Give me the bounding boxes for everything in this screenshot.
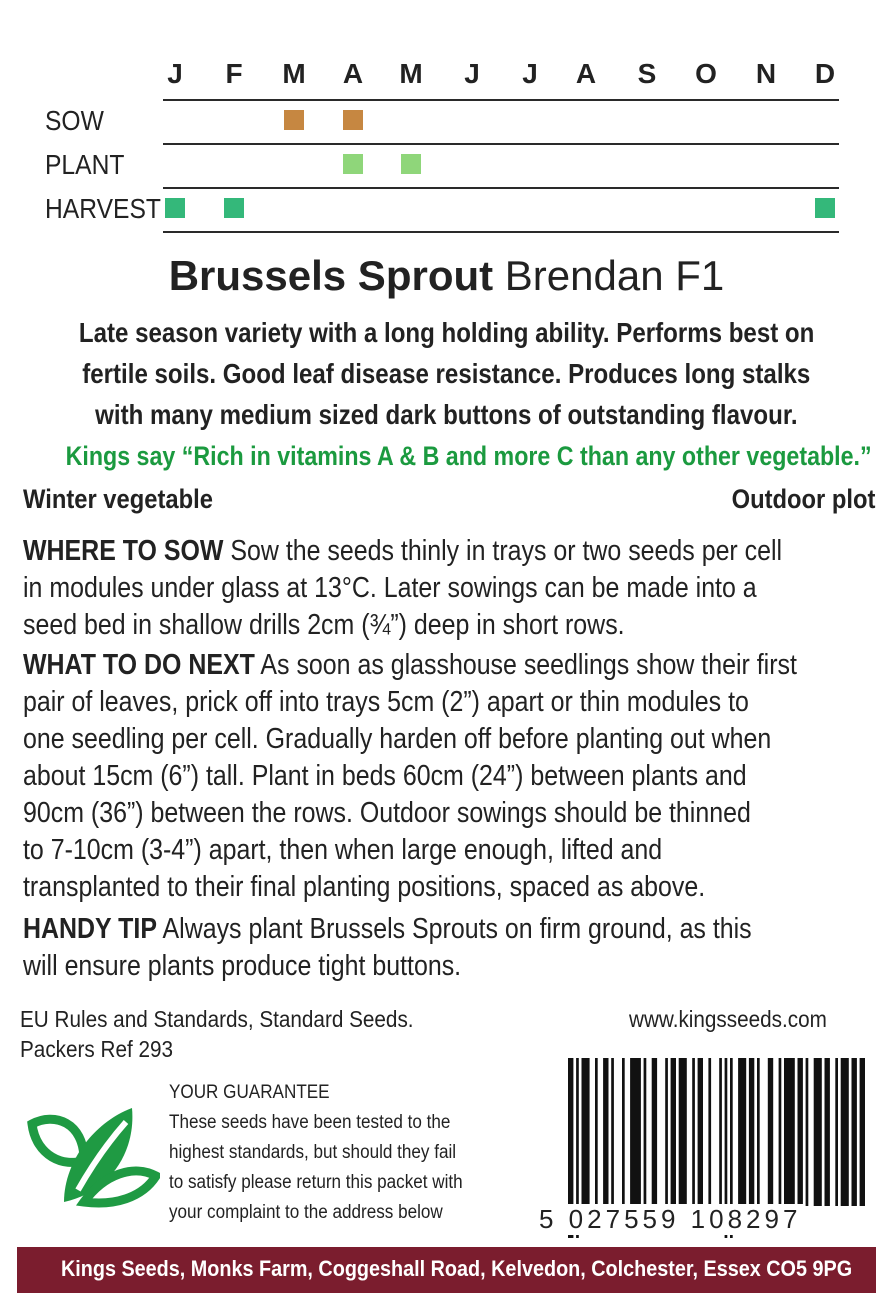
row-label-sow: SOW <box>45 105 104 136</box>
calendar-cell-plant <box>401 154 421 174</box>
month-label: S <box>637 58 657 89</box>
guarantee-heading: YOUR GUARANTEE <box>169 1082 330 1103</box>
sowing-calendar <box>0 0 893 240</box>
kings-leaf-logo-icon <box>24 1102 160 1212</box>
guarantee-line: highest standards, but should they fail <box>169 1142 457 1163</box>
barcode-bar <box>692 1058 695 1206</box>
guarantee-line: your complaint to the address below <box>169 1202 443 1223</box>
title-variety: Brendan F1 <box>504 252 725 299</box>
what-next-line: one seedling per cell. Gradually harden off before planting out when <box>23 723 772 755</box>
barcode-bar <box>738 1058 746 1206</box>
handy-tip-line: will ensure plants produce tight buttons. <box>23 950 462 982</box>
what-next-line: WHAT TO DO NEXT As soon as glasshouse seedlings show their first <box>23 649 797 681</box>
grid-line <box>163 187 839 189</box>
barcode-bar <box>825 1058 830 1206</box>
month-label: A <box>342 58 364 89</box>
barcode-bar <box>806 1058 809 1206</box>
month-label: D <box>814 58 836 89</box>
tag-season: Winter vegetable <box>23 484 213 514</box>
barcode-bar <box>665 1058 668 1206</box>
product-title <box>0 252 893 300</box>
barcode-bar <box>841 1058 849 1206</box>
month-label: F <box>225 58 243 89</box>
month-label: M <box>399 58 423 89</box>
guarantee-line: These seeds have been tested to the <box>169 1112 451 1133</box>
packers-ref: Packers Ref 293 <box>20 1036 174 1062</box>
calendar-cell-harvest <box>165 198 185 218</box>
address-bar <box>17 1247 876 1293</box>
barcode-bar <box>814 1058 822 1206</box>
barcode-bar <box>652 1058 657 1206</box>
barcode-bar <box>698 1058 703 1206</box>
kings-quote: Kings say “Rich in vitamins A & B and more C than any other vegetable.” <box>65 441 872 471</box>
where-to-sow-heading: WHERE TO SOW <box>23 535 224 567</box>
calendar-cell-sow <box>343 110 363 130</box>
intro-line: with many medium sized dark buttons of outstanding flavour. <box>95 399 798 430</box>
barcode-number: 5 027559 108297 <box>539 1204 802 1234</box>
intro-line: Late season variety with a long holding ability. Performs best on <box>78 317 815 348</box>
barcode-bar <box>644 1058 647 1206</box>
what-next-heading: WHAT TO DO NEXT <box>23 649 255 681</box>
guarantee-line: to satisfy please return this packet with <box>169 1172 463 1193</box>
barcode-bar <box>630 1058 641 1206</box>
eu-rules-text: EU Rules and Standards, Standard Seeds. <box>20 1006 414 1032</box>
handy-tip-line: HANDY TIP Always plant Brussels Sprouts on firm ground, as this <box>23 913 752 945</box>
where-to-sow-line: seed bed in shallow drills 2cm (¾”) deep in short rows. <box>23 609 625 641</box>
barcode-bar <box>784 1058 795 1206</box>
month-label: J <box>167 58 183 89</box>
barcode-bar <box>779 1058 782 1206</box>
calendar-cell-harvest <box>224 198 244 218</box>
barcode-bar <box>719 1058 722 1206</box>
barcode-bar <box>860 1058 865 1206</box>
tag-location: Outdoor plot <box>731 484 875 514</box>
month-label: A <box>575 58 597 89</box>
grid-line <box>163 99 839 101</box>
calendar-cell-harvest <box>815 198 835 218</box>
calendar-cell-sow <box>284 110 304 130</box>
calendar-cell-plant <box>343 154 363 174</box>
month-label: O <box>695 58 717 89</box>
barcode-bar <box>603 1058 608 1206</box>
what-next-line: 90cm (36”) between the rows. Outdoor sowings should be thinned <box>23 797 751 829</box>
what-next-line: pair of leaves, prick off into trays 5cm (2”) apart or thin modules to <box>23 686 749 718</box>
grid-line <box>163 231 839 233</box>
barcode-bar <box>671 1058 676 1206</box>
what-next-line: about 15cm (6”) tall. Plant in beds 60cm (24”) between plants and <box>23 760 747 792</box>
barcode-bar <box>798 1058 803 1206</box>
where-to-sow-line: WHERE TO SOW Sow the seeds thinly in trays or two seeds per cell <box>23 535 783 567</box>
row-label-harvest: HARVEST <box>45 193 161 224</box>
barcode-bar <box>835 1058 838 1206</box>
where-to-sow-line: in modules under glass at 13°C. Later sowings can be made into a <box>23 572 757 604</box>
barcode-bar <box>768 1058 773 1206</box>
row-label-plant: PLANT <box>45 149 125 180</box>
barcode-bar <box>757 1058 760 1206</box>
barcode-bar <box>708 1058 711 1206</box>
barcode-bar <box>595 1058 598 1206</box>
what-next-line: transplanted to their final planting positions, spaced as above. <box>23 871 706 903</box>
month-label: J <box>464 58 480 89</box>
what-next-line: to 7-10cm (3-4”) apart, then when large enough, lifted and <box>23 834 663 866</box>
barcode-bar <box>611 1058 614 1206</box>
month-label: M <box>282 58 306 89</box>
barcode-bar <box>622 1058 625 1206</box>
intro-line: fertile soils. Good leaf disease resistance. Produces long stalks <box>82 358 811 389</box>
address-text: Kings Seeds, Monks Farm, Coggeshall Road, Kelvedon, Colchester, Essex CO5 9PG <box>60 1256 853 1281</box>
grid-line <box>163 143 839 145</box>
month-label: J <box>522 58 538 89</box>
title-vegetable: Brussels Sprout <box>168 252 494 299</box>
barcode-bar <box>749 1058 754 1206</box>
barcode-bar <box>679 1058 687 1206</box>
handy-tip-heading: HANDY TIP <box>23 913 157 945</box>
month-label: N <box>755 58 777 89</box>
barcode-bar <box>582 1058 590 1206</box>
website-link[interactable]: www.kingsseeds.com <box>629 1006 827 1032</box>
barcode-bar <box>852 1058 857 1206</box>
